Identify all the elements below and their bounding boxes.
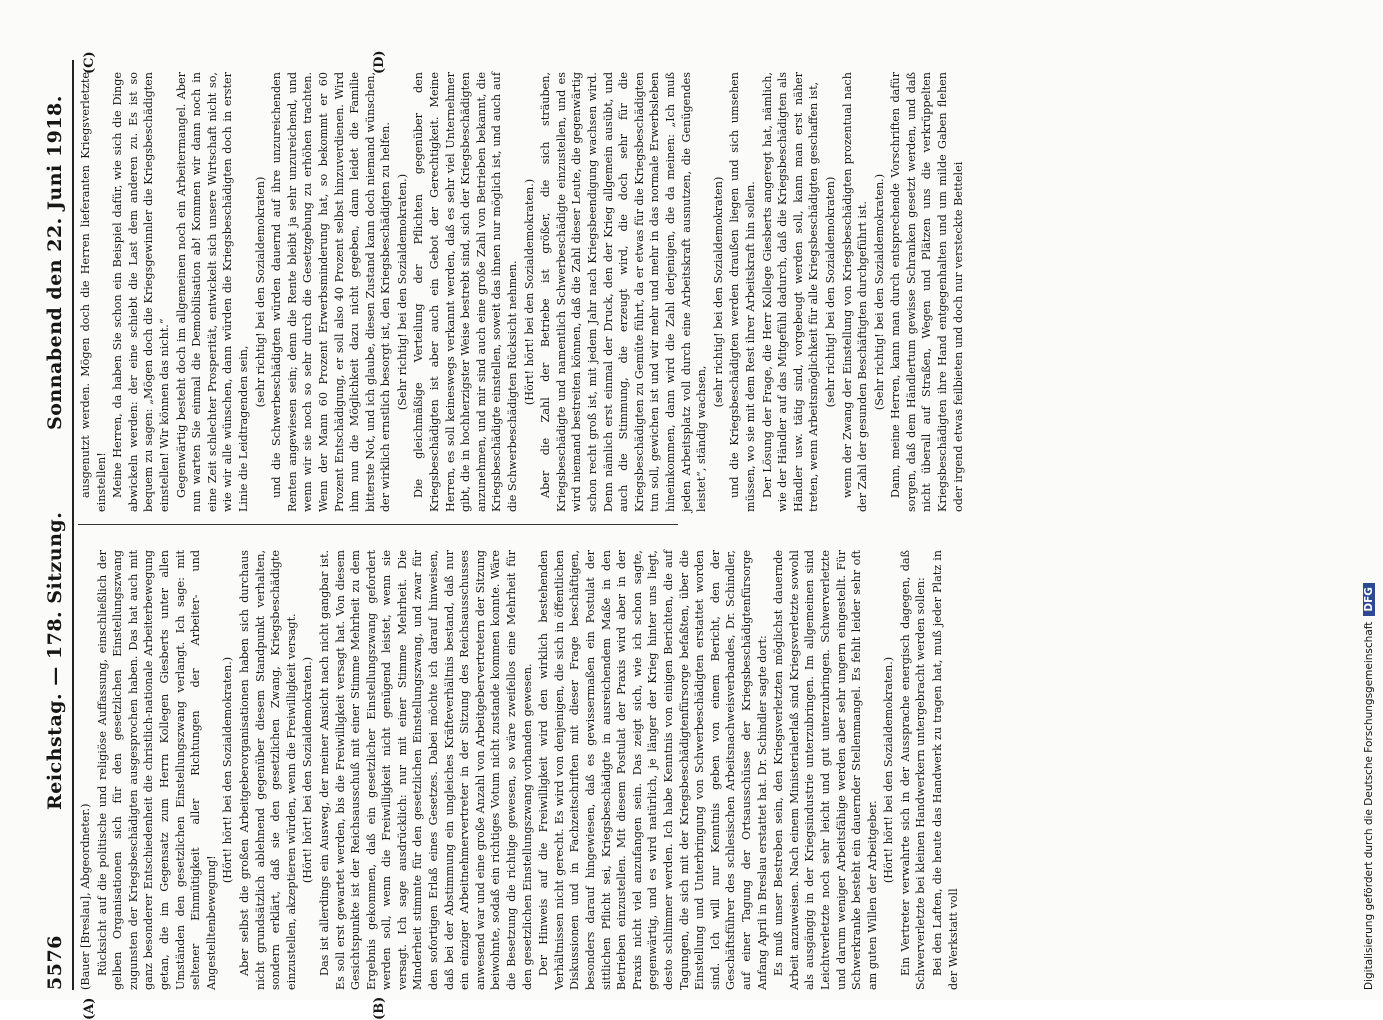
interjection: (Hört! hört! bei den Sozialdemokraten.) <box>522 178 536 406</box>
rotated-sheet <box>42 50 965 1020</box>
interjection: (Sehr richtig! bei den Sozialdemokraten.) <box>872 173 886 411</box>
dfg-logo: DFG <box>1363 583 1375 616</box>
paragraph: Rücksicht auf die politische und religiöse Auffassung, einschließlich der gelben Organisationen sich für den gesetzlichen Einstellungszwang zugunsten der Kriegsbeschädigten ausgesprochen haben. Das hat auch mit ganz besonderer Entschiedenheit die christlich-nationale Arbeiterbewegung getan, die im Gegensatz zum Herrn Kollegen Giesberts unter allen Umständen den gesetzlichen Einstellungszwang verlangt. Ich sage: mit seltener Einmütigkeit aller Richtungen der Arbeiter- und Angestelltenbewegung! <box>95 550 218 990</box>
interjection: (sehr richtig! bei den Sozialdemokraten) <box>823 176 837 408</box>
paragraph: und die Kriegsbeschädigten werden draußen liegen und sich umsehen müssen, wo sie mit dem Rest ihrer Arbeitskraft hin sollen. <box>728 72 757 512</box>
header-date: Sonnabend den 22. Juni 1918. <box>44 95 66 430</box>
paragraph: Es muß unser Bestreben sein, den Kriegsverletzten möglichst dauernde Arbeit anzuweisen. Nach einem Ministerialerlaß sind Kriegsverletzte sowohl als ausgängig in der Kriegsindustrie unterzubringen. Im allgemeinen sind Leichtverletzte noch sehr leicht und gut unterzubringen. Schwerverletzte und darum weniger Arbeitsfähige werden aber sehr ungern eingestellt. Für Schwerkranke besteht ein dauernder Stellenmangel. Es fehlt leider sehr oft am guten Willen der Arbeitgeber. <box>772 550 879 990</box>
paragraph: Bei den Laften, die heute das Handwerk zu tragen hat, muß jeder Platz in der Werkstatt voll <box>931 550 960 990</box>
interjection: (Hört! hört! bei den Sozialdemokraten.) <box>221 656 235 884</box>
paragraph: wenn der Zwang der Einstellung von Kriegsbeschädigten prozentual nach der Zahl der gesunden Beschäftigten durchgeführt ist. <box>840 72 870 512</box>
paragraph: Ein Vertreter verwahrte sich in der Aussprache energisch dagegen, daß Schwerverletzte bei kleinen Handwerkern untergebracht werden sollen: <box>898 550 928 990</box>
header-rule <box>72 60 74 990</box>
margin-label-c: (C) <box>82 51 97 74</box>
interjection: (Hört! hört! bei den Sozialdemokraten.) <box>882 656 896 884</box>
column-divider <box>78 524 678 525</box>
paragraph: Aber selbst die großen Arbeitgeberorganisationen haben sich durchaus nicht grundsätzlich ablehnend gegenüber diesem Standpunkt verhalten, sondern erklärt, daß sie den gesetzlichen Zwang, Kriegsbeschädigte einzustellen, akzeptieren würden, wenn die Freiwilligkeit versagt. <box>237 550 298 990</box>
paragraph: und die Schwerbeschädigten würden dauernd auf ihre unzureichenden Renten angewiesen sein; denn die Rente bleibt ja sehr unzureichend, und wenn wir sie noch so sehr durch die Gesetzgebung zu erhöhen trachten. Wenn der Mann 60 Prozent Erwerbsminderung hat, so bekommt er 60 Prozent Entschädigung, er soll also 40 Prozent selbst hinzuverdienen. Wird ihm nun die Möglichkeit dazu nicht gegeben, dann leidet die Familie bitterste Not, und ich glaube, diesen Zustand kann doch niemand wünschen, der wirklich ernstlich besorgt ist, den Kriegsbeschädigten zu helfen. <box>270 72 393 512</box>
page-number: 5576 <box>44 935 66 990</box>
header-title: Reichstag. — 178. Sitzung. <box>44 511 66 810</box>
credit-text: Digitalisierung gefördert durch die Deutsche Forschungsgemeinschaft <box>1363 621 1375 990</box>
digitization-credit <box>1363 0 1381 990</box>
paragraph: Aber die Zahl der Betriebe ist größer, die sich sträuben, Kriegsbeschädigte und namentlich Schwerbeschädigte einzustellen, und es wird niemand bestreiten können, daß die Zahl dieser Leute, die gegenwärtig schon recht groß ist, mit jedem Jahr nach Kriegsbeendigung wachsen wird. Denn nämlich erst einmal der Druck, den der Krieg allgemein ausübt, und auch die Stimmung, die erzeugt wird, die doch sehr für die Kriegsbeschädigten zu Gemüte führt, da er etwas für die Kriegsbeschädigten tun soll, gewichen ist und wir mehr und mehr in das normale Erwerbsleben hineinkommen, dann wird die Zahl derjenigen, die da meinen: „Ich muß jeden Arbeitsplatz voll durch eine Arbeitskraft ausnutzen, die Genügendes leistet“, ständig wachsen, <box>539 72 709 512</box>
speaker-line: (Bauer [Breslau], Abgeordneter.) <box>79 803 92 990</box>
margin-label-d: (D) <box>372 50 387 74</box>
left-column <box>78 550 960 990</box>
paragraph: Das ist allerdings ein Ausweg, der meiner Ansicht nach nicht gangbar ist. Es soll erst gewartet werden, bis die Freiwilligkeit versagt hat. Von diesem Gesichtspunkte ist der Reichsausschuß mit einer Stimme Mehrheit zu dem Ergebnis gekommen, daß ein gesetzlicher Einstellungszwang gefordert werden soll, wenn die Freiwilligkeit nicht genügend leistet, wenn sie versagt. Ich sage ausdrücklich: nur mit einer Stimme Mehrheit. Die Minderheit stimmte für den gesetzlichen Einstellungszwang, und zwar für den sofortigen Erlaß eines Gesetzes. Dabei möchte ich darauf hinweisen, daß bei der Abstimmung ein ungleiches Kräfteverhältnis bestand, daß nur ein einziger Arbeitnehmervertreter in der Sitzung des Reichsausschusses anwesend war und eine große Anzahl von Arbeitgebervertretern der Sitzung beiwohnte, sodaß ein richtiges Votum nicht zustande kommen konnte. Wäre die Besetzung die richtige gewesen, so wäre zweifellos eine Mehrheit für den gesetzlichen Einstellungszwang vorhanden gewesen. <box>317 550 534 990</box>
interjection: (Sehr richtig! bei den Sozialdemokraten.) <box>395 173 409 411</box>
paragraph: Der Hinweis auf die Freiwilligkeit wird den wirklich bestehenden Verhältnissen nicht gerecht. Es wird von denjenigen, die sich in öffentlichen Diskussionen und in Fachzeitschriften mit dieser Frage beschäftigen, besonders darauf hingewiesen, daß es gewissermaßen ein Postulat der sittlichen Pflicht sei, Kriegsbeschädigte in ausreichendem Maße in den Betrieben einzustellen. Mit diesem Postulat der Praxis wird aber in der Praxis nicht viel anzufangen sein. Das zeigt sich, wie ich schon sagte, gegenwärtig, und es wird natürlich, je länger der Krieg hinter uns liegt, desto schlimmer werden. Ich habe Kenntnis von einigen Berichten, die auf Tagungen, die sich mit der Kriegsbeschädigtenfürsorge befaßten, über die Einstellung und Unterbringung von Schwerbeschädigten erstattet worden sind. Ich will nur Kenntnis geben von einem Bericht, den der Geschäftsführer des schlesischen Arbeitsnachweisverbandes, Dr. Schindler, auf einer Tagung der Ortsausschüsse der Kriegsbeschädigtenfürsorge Anfang April in Breslau erstattet hat. Dr. Schindler sagte dort: <box>537 550 769 990</box>
paragraph: Meine Herren, da haben Sie schon ein Beispiel dafür, wie sich die Dinge abwickeln werden: der eine schiebt die Last dem anderen zu. Es ist so bequem zu sagen: „Mögen doch die Kriegsgewinnler die Kriegsbeschädigten einstellen! Wir können das nicht.“ <box>111 72 171 512</box>
paragraph: ausgenutzt werden. Mögen doch die Herren lieferanten Kriegsverletzte einstellen! <box>79 72 108 512</box>
running-header <box>42 60 72 990</box>
margin-label-a: (A) <box>82 997 97 1020</box>
paragraph: Dann, meine Herren, kann man durch entsprechende Vorschriften dafür sorgen, daß dem Händlertum gewisse Schranken gesetzt werden, und daß nicht überall auf Straßen, Wegen und Plätzen uns die verkrüppelten Kriegsbeschädigten ihre Hand entgegenhalten und um milde Gaben flehen oder irgend etwas feilbieten und doch nur versteckte Bettelei <box>889 72 965 512</box>
interjection: (sehr richtig! bei den Sozialdemokraten) <box>711 176 725 408</box>
paragraph: Die gleichmäßige Verteilung der Pflichten gegenüber den Kriegsbeschädigten ist aber auch ein Gebot der Gerechtigkeit. Meine Herren, es soll keineswegs verkannt werden, daß es sehr viel Unternehmer gibt, die in hochherzigster Weise bestrebt sind, sich der Kriegsbeschädigten anzunehmen, und mir sind auch eine große Zahl von Betrieben bekannt, die Kriegsbeschädigte einstellen, soweit das ihnen nur möglich ist, und auch auf die Schwerbeschädigten Rücksicht nehmen. <box>412 72 520 512</box>
paragraph: Gegenwärtig besteht doch im allgemeinen noch ein Arbeitermangel. Aber nun warten Sie einmal die Demobilisation ab! Kommen wir dann noch in eine Zeit schlechter Prosperität, entwickelt sich unsere Wirtschaft nicht so, wie wir alle wünschen, dann würden die Kriegsbeschädigten doch in erster Linie die Leidtragenden sein, <box>174 72 250 512</box>
margin-label-b: (B) <box>372 996 387 1020</box>
interjection: (sehr richtig! bei den Sozialdemokraten) <box>253 176 267 408</box>
interjection: (Hört! hört! bei den Sozialdemokraten.) <box>301 656 315 884</box>
paragraph: Der Lösung der Frage, die Herr Kollege Giesberts angeregt hat, nämlich, wie der Händler auf das Mitgefühl dadurch, daß die Kriegsbeschädigten als Händler usw. tätig sind, vorgebeugt werden soll, kann man erst näher treten, wenn Arbeitsmöglichkeit für alle Kriegsbeschädigten geschaffen ist, <box>760 72 821 512</box>
right-column <box>78 72 965 512</box>
